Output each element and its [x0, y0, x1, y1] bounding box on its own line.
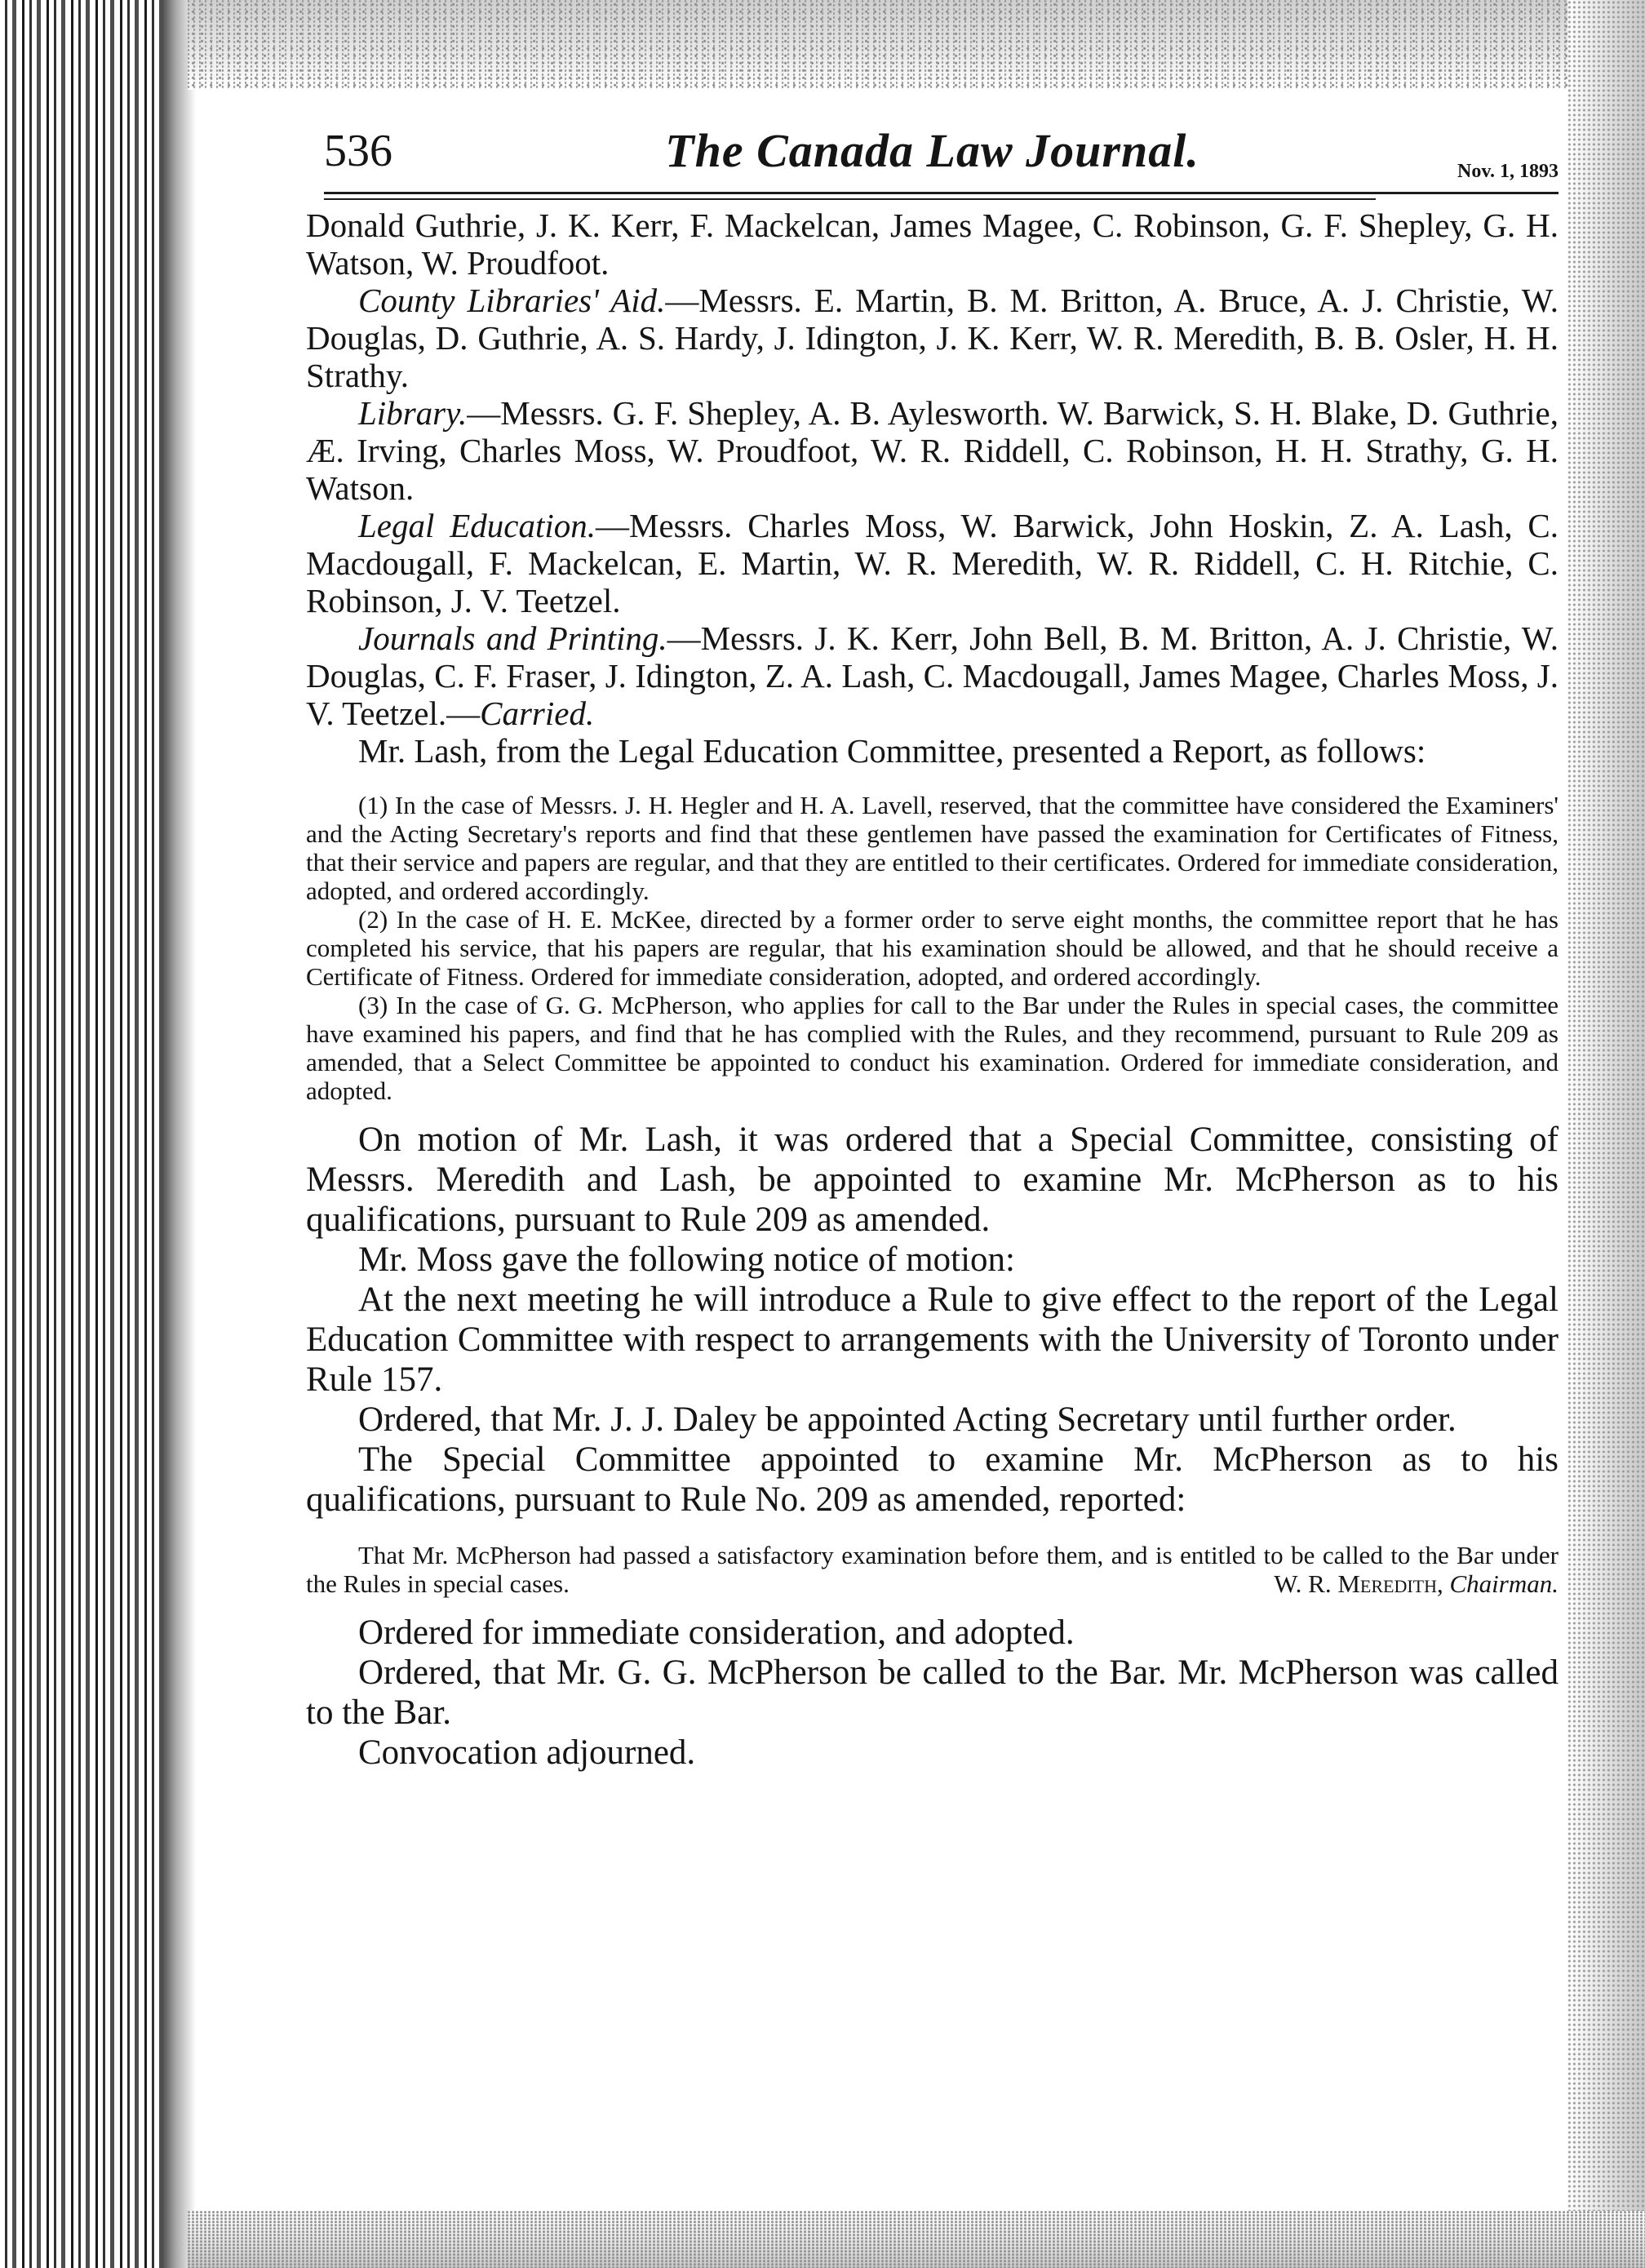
scan-noise-right: [1567, 0, 1645, 2268]
paragraph-report-intro: Mr. Lash, from the Legal Education Committee, presented a Report, as follows:: [358, 732, 1426, 770]
report-item: (3) In the case of G. G. McPherson, who applies for call to the Bar under the Rules in special cases, the committee have examined his papers, and find that he has complied with the Rules, and they recommend, pursuant to Rule 209 as amended, that a Select Committee be appointed to conduct his examination. Ordered for immediate consideration, and adopted.: [306, 991, 1559, 1105]
signature: [1222, 1569, 1559, 1598]
paragraph-legal-education: [306, 507, 1559, 619]
paragraph-next-meeting: At the next meeting he will introduce a Rule to give effect to the report of the Legal Education Committee with respect to arrangements with the University of Toronto under Rule 157.: [306, 1280, 1559, 1399]
signature-title: Chairman.: [1449, 1569, 1559, 1598]
special-report-text: [306, 1541, 1559, 1598]
issue-date: Nov. 1, 1893: [1457, 161, 1559, 182]
committee-report: [306, 791, 1559, 1105]
report-item: (1) In the case of Messrs. J. H. Hegler and H. A. Lavell, reserved, that the committee have considered the Examiners' and the Acting Secretary's reports and find that these gentlemen have passed the examination for Certificates of Fitness, that their service and papers are regular, and that they are entitled to their certificates. Ordered for immediate consideration, adopted, and ordered accordingly.: [306, 791, 1559, 905]
paragraph-journals-printing: [306, 619, 1559, 732]
paragraph-county-libraries: [306, 282, 1559, 394]
paragraph-motion: On motion of Mr. Lash, it was ordered that a Special Committee, consisting of Messrs. Meredith and Lash, be appointed to examine Mr. McPherson as to his qualifications, pursuant to Rule 209 as amended.: [306, 1121, 1559, 1239]
paragraph-special-committee: The Special Committee appointed to examine Mr. McPherson as to his qualifications, pursuant to Rule No. 209 as amended, reported:: [306, 1440, 1559, 1519]
journal-title: The Canada Law Journal.: [665, 124, 1199, 177]
book-binding-edge: [0, 0, 188, 2268]
scan-noise-top: [188, 0, 1645, 90]
paragraph-called-to-bar: Ordered, that Mr. G. G. McPherson be called to the Bar. Mr. McPherson was called to the Bar.: [306, 1653, 1559, 1732]
paragraph-notice: Mr. Moss gave the following notice of motion:: [358, 1241, 1015, 1279]
page-number: 536: [324, 126, 392, 176]
paragraph-adjourned: Convocation adjourned.: [358, 1733, 696, 1772]
committee-members: —Messrs. J. K. Kerr, John Bell, B. M. Britton, A. J. Christie, W. Douglas, C. F. Fraser, J. Idington, Z. A. Lash, C. Macdougall, James Magee, Charles Moss, J. V. Teetzel.—: [306, 619, 1559, 732]
header-rule: [324, 192, 1559, 194]
paragraph-library: [306, 394, 1559, 507]
committee-heading: Legal Education.: [358, 507, 596, 544]
scan-noise-bottom: [188, 2211, 1645, 2268]
committee-members: —Messrs. E. Martin, B. M. Britton, A. Bruce, A. J. Christie, W. Douglas, D. Guthrie, A. S. Hardy, J. Idington, J. K. Kerr, W. R. Meredith, B. B. Osler, H. H. Strathy.: [306, 282, 1559, 394]
special-report: [306, 1541, 1559, 1598]
committee-heading: Library.: [358, 394, 468, 432]
paragraph-ordered: Ordered for immediate consideration, and adopted.: [358, 1613, 1075, 1652]
signature-name: W. R. Meredith,: [1274, 1569, 1443, 1598]
special-report-body: That Mr. McPherson had passed a satisfactory examination before them, and is entitled to be called to the Bar under the Rules in special cases.: [306, 1541, 1559, 1598]
binding-shadow: [163, 0, 196, 2268]
report-item: (2) In the case of H. E. McKee, directed by a former order to serve eight months, the committee report that he has completed his service, that his papers are regular, that his examination should be allowed, and that he should receive a Certificate of Fitness. Ordered for immediate consideration, adopted, and ordered accordingly.: [306, 905, 1559, 991]
committee-members: —Messrs. Charles Moss, W. Barwick, John Hoskin, Z. A. Lash, C. Macdougall, F. Mackelcan, E. Martin, W. R. Meredith, W. R. Riddell, C. H. Ritchie, C. Robinson, J. V. Teetzel.: [306, 507, 1559, 619]
journal-page: [306, 118, 1559, 1773]
committee-heading: Journals and Printing.: [358, 619, 667, 657]
committee-members: —Messrs. G. F. Shepley, A. B. Aylesworth. W. Barwick, S. H. Blake, D. Guthrie, Æ. Irving, Charles Moss, W. Proudfoot, W. R. Riddell, C. Robinson, H. H. Strathy, G. H. Watson.: [306, 394, 1559, 507]
paragraph-committee-list: Donald Guthrie, J. K. Kerr, F. Mackelcan, James Magee, C. Robinson, G. F. Shepley, G. H. Watson, W. Proudfoot.: [306, 206, 1559, 282]
header-rule-secondary: [324, 198, 1376, 200]
paragraph-acting-secretary: Ordered, that Mr. J. J. Daley be appointed Acting Secretary until further order.: [358, 1400, 1457, 1439]
running-head: [306, 118, 1559, 192]
carried-note: Carried.: [480, 695, 595, 732]
page-body: [306, 206, 1559, 1773]
committee-heading: County Libraries' Aid.: [358, 282, 666, 319]
